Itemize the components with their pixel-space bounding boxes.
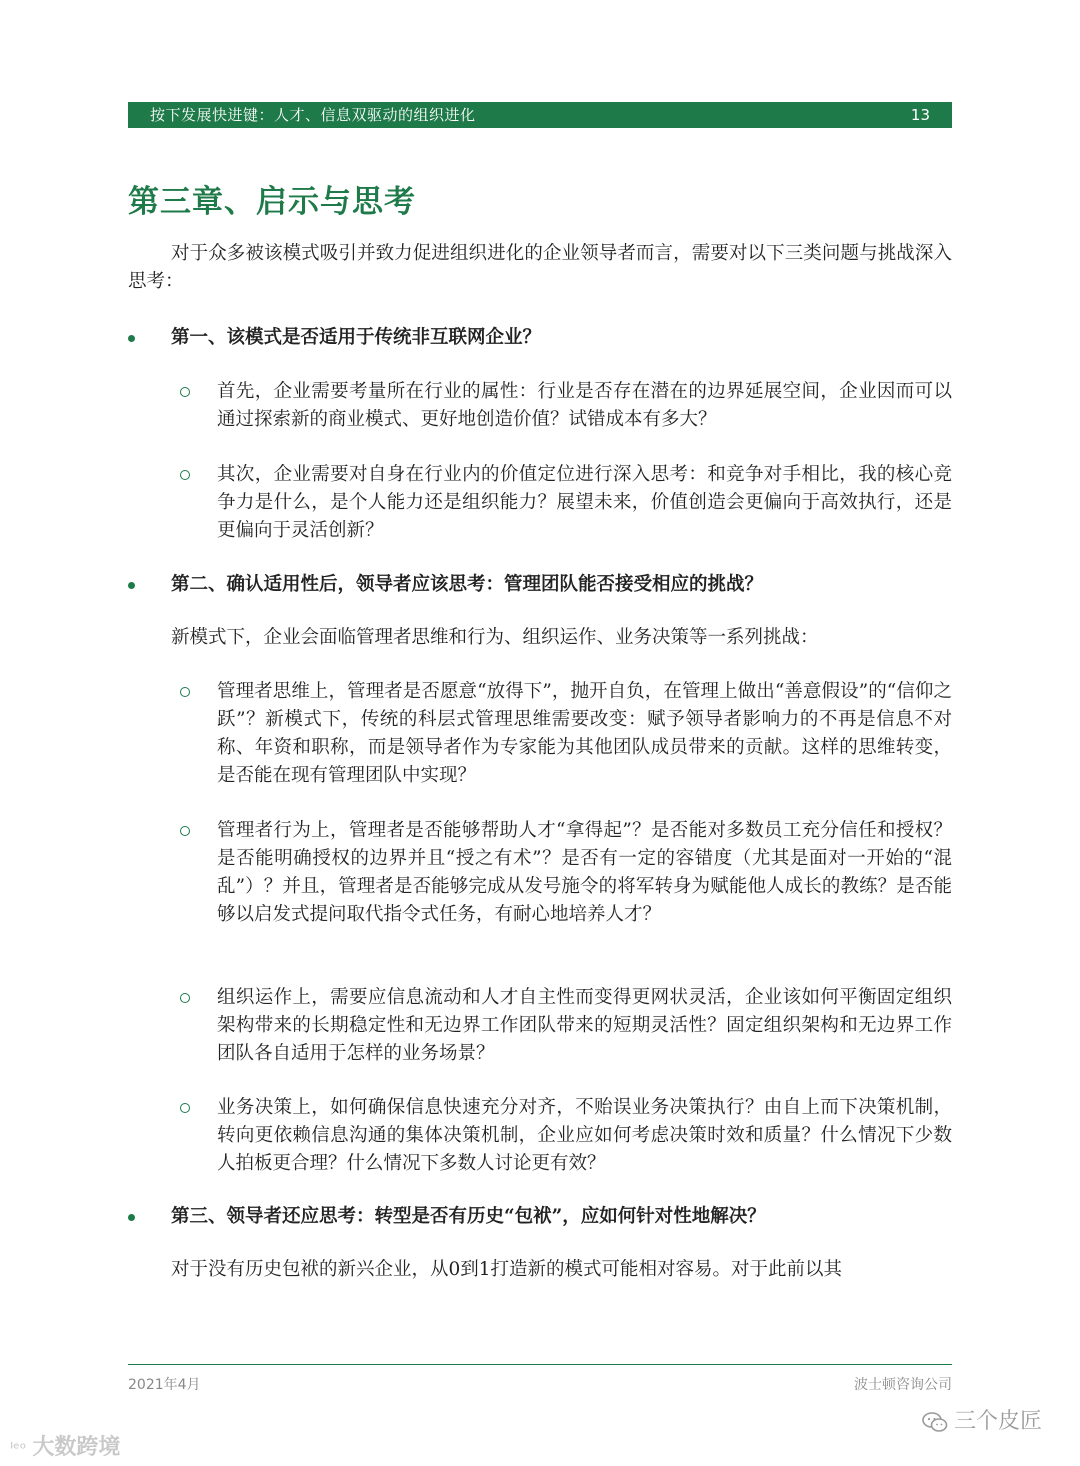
list-item-text: 管理者行为上，管理者是否能够帮助人才“拿得起”？是否能对多数员工充分信任和授权？是否能明确授权的边界并且“授之有术”？是否有一定的容错度（尤其是面对一开始的“混乱”）？并且，管理者是否能够完成从发号施令的将军转身为赋能他人成长的教练？是否能够以启发式提问取代指令式任务，有耐心地培养人才？	[217, 820, 952, 925]
section2-heading: 第二、确认适用性后，领导者应该思考：管理团队能否接受相应的挑战？	[171, 574, 764, 595]
hollow-circle-icon	[180, 826, 190, 836]
list-item-text: 业务决策上，如何确保信息快速充分对齐，不贻误业务决策执行？由自上而下决策机制，转向更依赖信息沟通的集体决策机制，企业应如何考虑决策时效和质量？什么情况下少数人拍板更合理？什么情况下多数人讨论更有效？	[217, 1097, 952, 1174]
hollow-circle-icon	[180, 470, 190, 480]
list-item-text: 管理者思维上，管理者是否愿意“放得下”，抛开自负，在管理上做出“善意假设”的“信仰之跃”？新模式下，传统的科层式管理思维需要改变：赋予领导者影响力的不再是信息不对称、年资和职称，而是领导者作为专家能为其他团队成员带来的贡献。这样的思维转变，是否能在现有管理团队中实现？	[217, 681, 952, 786]
watermark-right	[922, 1404, 1042, 1435]
footer-date: 2021年4月	[128, 1377, 201, 1393]
section3-body: 对于没有历史包袱的新兴企业，从0到1打造新的模式可能相对容易。对于此前以其	[171, 1259, 843, 1280]
footer-company: 波士顿咨询公司	[854, 1377, 952, 1393]
watermark-right-text: 三个皮匠	[953, 1409, 1042, 1434]
hollow-circle-icon	[180, 387, 190, 397]
header-bar	[128, 102, 952, 128]
list-item-text: 其次，企业需要对自身在行业内的价值定位进行深入思考：和竞争对手相比，我的核心竞争力是什么，是个人能力还是组织能力？展望未来，价值创造会更偏向于高效执行，还是更偏向于灵活创新？	[217, 464, 952, 541]
list-item-text: 组织运作上，需要应信息流动和人才自主性而变得更网状灵活，企业该如何平衡固定组织架构带来的长期稳定性和无边界工作团队带来的短期灵活性？固定组织架构和无边界工作团队各自适用于怎样的业务场景？	[217, 987, 952, 1064]
watermark-left	[10, 1430, 120, 1461]
section1-heading: 第一、该模式是否适用于传统非互联网企业？	[171, 327, 542, 348]
hollow-circle-icon	[180, 993, 190, 1003]
watermark-left-text: 大数跨境	[32, 1435, 121, 1460]
wechat-icon	[922, 1412, 948, 1432]
bullet-dot-icon	[128, 582, 135, 589]
list-item-text: 首先，企业需要考量所在行业的属性：行业是否存在潜在的边界延展空间，企业因而可以通过探索新的商业模式、更好地创造价值？试错成本有多大？	[217, 381, 952, 430]
page-number: 13	[910, 106, 930, 124]
bullet-dot-icon	[128, 335, 135, 342]
section3-heading: 第三、领导者还应思考：转型是否有历史“包袱”，应如何针对性地解决？	[171, 1206, 766, 1227]
chapter-title: 第三章、启示与思考	[128, 184, 416, 220]
header-title: 按下发展快进键：人才、信息双驱动的组织进化	[150, 106, 476, 124]
watermark-logo-icon: ᑊᵉᵒ	[10, 1439, 27, 1458]
hollow-circle-icon	[180, 687, 190, 697]
intro-paragraph: 对于众多被该模式吸引并致力促进组织进化的企业领导者而言，需要对以下三类问题与挑战深入思考：	[128, 243, 952, 292]
bullet-dot-icon	[128, 1214, 135, 1221]
hollow-circle-icon	[180, 1103, 190, 1113]
section2-intro: 新模式下，企业会面临管理者思维和行为、组织运作、业务决策等一系列挑战：	[171, 627, 819, 648]
footer-divider	[128, 1364, 952, 1365]
